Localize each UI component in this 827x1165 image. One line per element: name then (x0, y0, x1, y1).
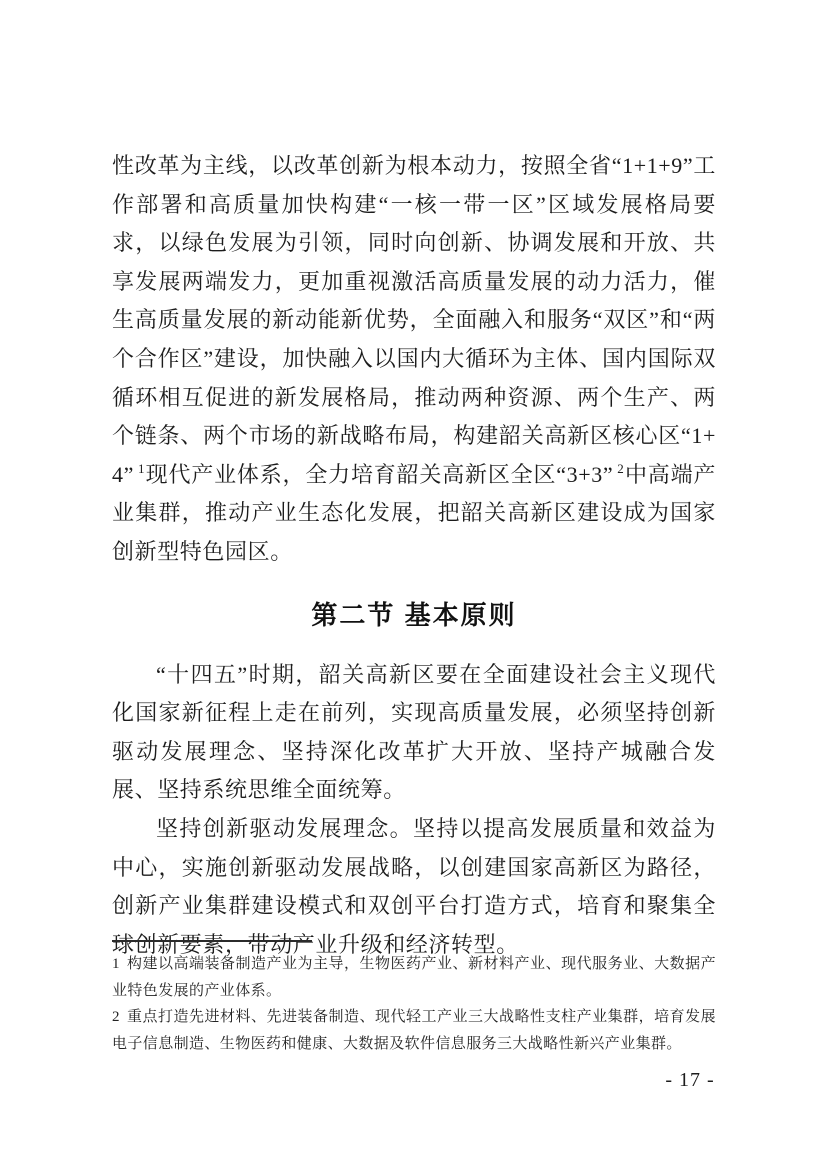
paragraph-innovation-driven: 坚持创新驱动发展理念。坚持以提高发展质量和效益为中心，实施创新驱动发展战略，以创建国家高新区为路径，创新产业集群建设模式和双创平台打造方式，培育和聚集全球创新要素，带动产业升级和经济转型。 (112, 815, 716, 957)
page-number: - 17 - (665, 1069, 715, 1091)
document-body (112, 147, 716, 964)
paragraph-continuation-text-3: 中高端产业集群，推动产业生态化发展，把韶关高新区建设成为国家创新型特色园区。 (112, 461, 716, 564)
paragraph-continuation-text-1: 性改革为主线，以改革创新为根本动力，按照全省“1+1+9”工作部署和高质量加快构建“一核一带一区”区域发展格局要求，以绿色发展为引领，同时向创新、协调发展和开放、共享发展两端发力，更加重视激活高质量发展的动力活力，催生高质量发展的新动能新优势，全面融入和服务“双区”和“两个合作区”建设，加快融入以国内大循环为主体、国内国际双循环相互促进的新发展格局，推动两种资源、两个生产、两个链条、两个市场的新战略布局，构建韶关高新区核心区“1+4” (112, 153, 716, 487)
footnote-separator-rule (112, 940, 312, 942)
footnote-2-marker: 2 (112, 1009, 120, 1025)
footnote-2 (112, 1004, 716, 1057)
paragraph-basic-principles-intro: “十四五”时期，韶关高新区要在全面建设社会主义现代化国家新征程上走在前列，实现高质量发展，必须坚持创新驱动发展理念、坚持深化改革扩大开放、坚持产城融合发展、坚持系统思维全面统筹。 (112, 661, 716, 803)
footnote-1-marker: 1 (112, 956, 120, 972)
footnotes-section (112, 940, 716, 1057)
footnote-reference-1: 1 (137, 461, 145, 477)
footnote-2-text: 重点打造先进材料、先进装备制造、现代轻工产业三大战略性支柱产业集群，培育发展电子信息制造、生物医药和健康、大数据及软件信息服务三大战略性新兴产业集群。 (112, 1009, 716, 1052)
paragraph-continuation (112, 147, 716, 572)
footnote-reference-2: 2 (617, 461, 624, 477)
paragraph-continuation-text-2: 现代产业体系，全力培育韶关高新区全区“3+3” (145, 461, 614, 487)
footnote-1 (112, 951, 716, 1004)
section-heading: 第二节 基本原则 (311, 599, 517, 630)
footnote-1-text: 构建以高端装备制造产业为主导，生物医药产业、新材料产业、现代服务业、大数据产业特色发展的产业体系。 (112, 956, 716, 999)
